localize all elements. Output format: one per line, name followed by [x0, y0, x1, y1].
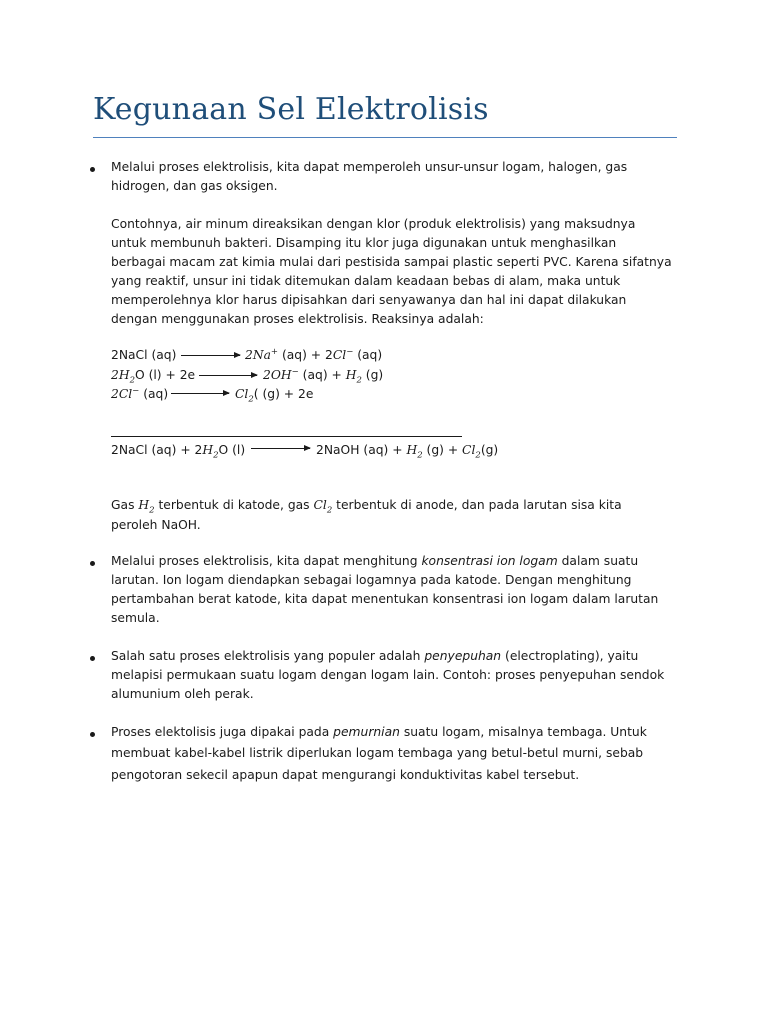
sum-line — [111, 436, 462, 437]
bullet2-line4: semula. — [111, 611, 160, 625]
bullet2-line2: larutan. Ion logam diendapkan sebagai logamnya pada katode. Dengan menghitung — [111, 573, 632, 587]
reaction-arrow — [199, 375, 257, 376]
gas-line2: peroleh NaOH. — [111, 518, 201, 532]
bullet3-line3: alumunium oleh perak. — [111, 687, 254, 701]
paragraph-line: untuk membunuh bakteri. Disamping itu klor juga digunakan untuk menghasilkan — [111, 236, 617, 250]
bullet-dot — [90, 561, 98, 569]
bullet4-line2: membuat kabel-kabel listrik diperlukan logam tembaga yang betul-betul murni, sebab — [111, 746, 644, 760]
bullet3-line2: melapisi permukaan suatu logam dengan logam lain. Contoh: proses penyepuhan sendok — [111, 668, 665, 682]
reaction-arrow — [171, 393, 229, 394]
reaction-arrow — [181, 355, 240, 356]
bullet-dot — [90, 732, 98, 740]
bullet4-line1: Proses elektolisis juga dipakai pada pemurnian suatu logam, misalnya tembaga. Untuk — [111, 725, 647, 739]
reaction2-left: $2H_2O$ (l) + 2e — [111, 368, 196, 386]
reaction3-left: 2Cl− (aq) — [111, 385, 169, 401]
paragraph-line: yang reaktif, unsur ini tidak ditemukan dalam keadaan bebas di alam, maka untuk — [111, 274, 621, 288]
overall-reaction-right: 2NaOH $(aq) + H_2$ $(g) + Cl_2(g)$ — [316, 443, 499, 461]
bullet-dot — [90, 656, 98, 664]
bullet1-line1: Melalui proses elektrolisis, kita dapat memperoleh unsur-unsur logam, halogen, gas — [111, 160, 628, 174]
bullet1-line2: hidrogen, dan gas oksigen. — [111, 179, 278, 193]
overall-reaction-left: 2NaCl $(aq) + 2H_2O$ (l) — [111, 443, 246, 461]
reaction2-right: 2OH− $(aq) + H_2$ (g) — [263, 366, 384, 386]
paragraph-line: memperolehnya klor harus dipisahkan dari senyawanya dan hal ini dapat dilakukan — [111, 293, 627, 307]
bullet4-line3: pengotoran sekecil apapun dapat mengurangi konduktivitas kabel tersebut. — [111, 768, 580, 782]
paragraph-line: dengan menggunakan proses elektrolisis. Reaksinya adalah: — [111, 312, 484, 326]
reaction-arrow — [251, 448, 310, 449]
bullet2-line3: pertambahan berat katode, kita dapat menentukan konsentrasi ion logam dalam larutan — [111, 592, 659, 606]
gas-line1: Gas $H_2$ terbentuk di katode, gas $Cl_2$ terbentuk di anode, dan pada larutan sisa kita — [111, 498, 622, 516]
reaction3-right: $Cl_2$( (g) + 2e — [235, 387, 314, 405]
reaction1-left: 2NaCl (aq) — [111, 348, 177, 362]
title-underline — [93, 137, 677, 138]
bullet-dot — [90, 167, 98, 175]
paragraph-line: Contohnya, air minum direaksikan dengan klor (produk elektrolisis) yang maksudnya — [111, 217, 636, 231]
bullet2-line1: Melalui proses elektrolisis, kita dapat menghitung konsentrasi ion logam dalam suatu — [111, 554, 639, 568]
bullet3-line1: Salah satu proses elektrolisis yang populer adalah penyepuhan (electroplating), yaitu — [111, 649, 639, 663]
paragraph-line: berbagai macam zat kimia mulai dari pestisida sampai plastic seperti PVC. Karena sifatnya — [111, 255, 672, 269]
page-title: Kegunaan Sel Elektrolisis — [93, 92, 489, 127]
reaction1-right: 2Na+ (aq) + 2Cl− (aq) — [245, 346, 383, 362]
